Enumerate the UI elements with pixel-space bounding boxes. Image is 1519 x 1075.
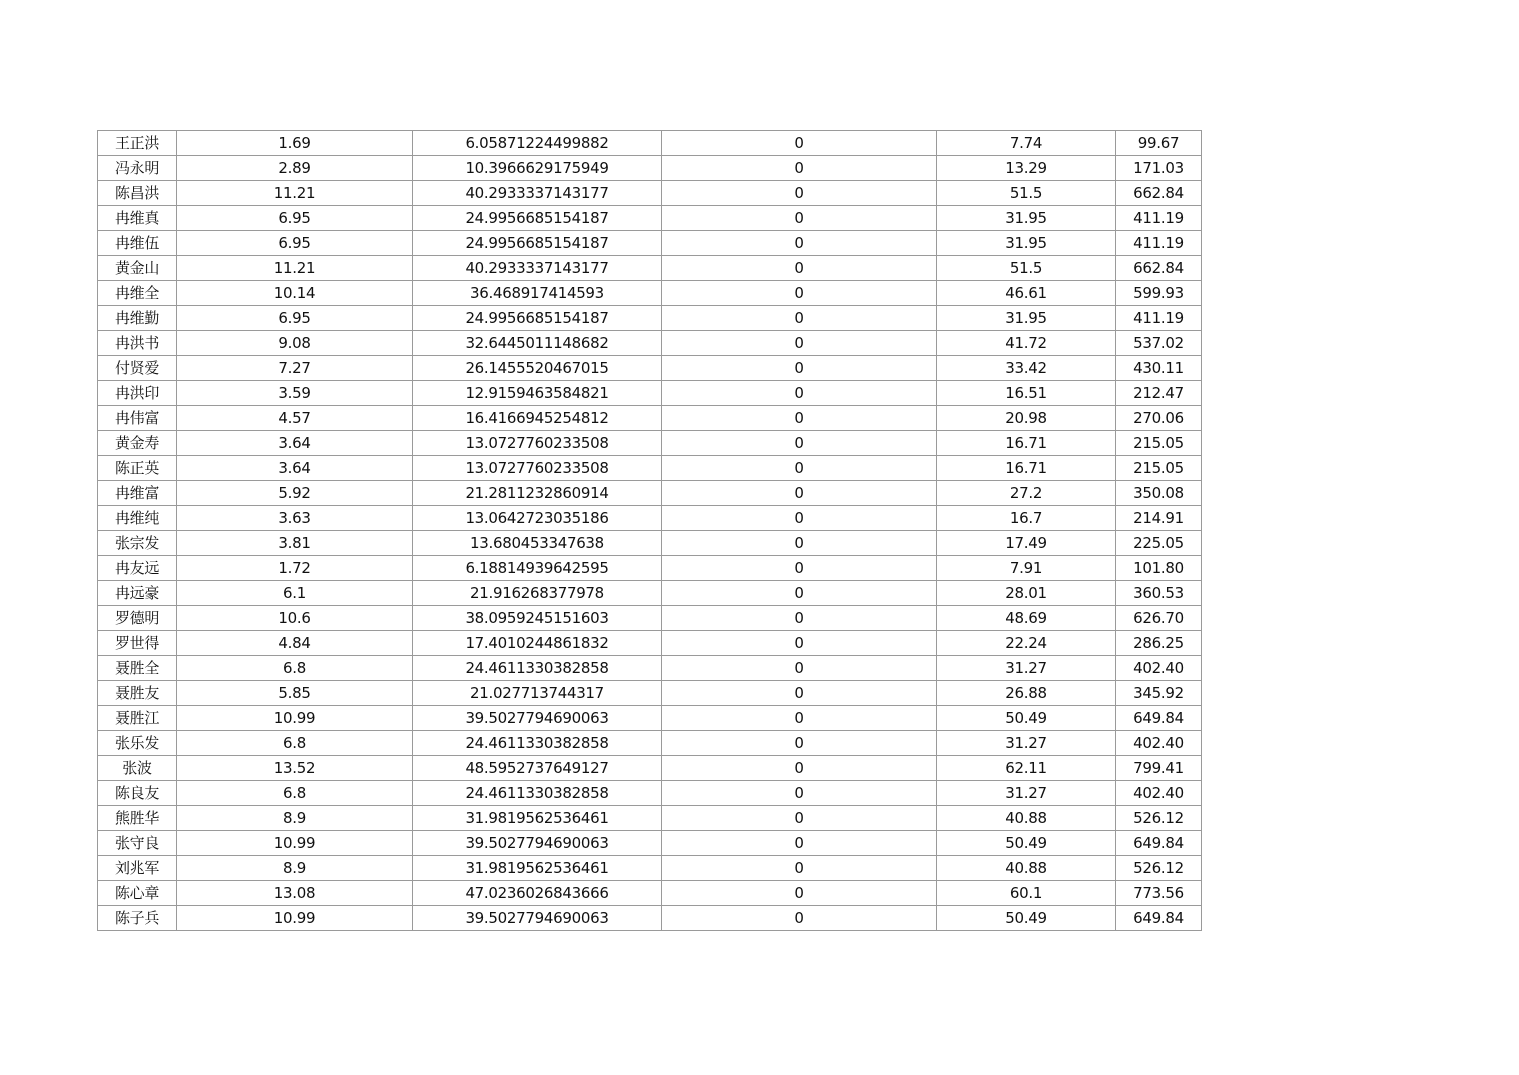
value-cell-d: 33.42 — [937, 356, 1116, 381]
value-cell-a: 11.21 — [177, 181, 413, 206]
value-cell-a: 6.8 — [177, 781, 413, 806]
value-cell-d: 26.88 — [937, 681, 1116, 706]
value-cell-b: 39.5027794690063 — [413, 706, 662, 731]
table-row — [98, 881, 1202, 906]
table-row — [98, 706, 1202, 731]
value-cell-d: 46.61 — [937, 281, 1116, 306]
name-cell: 罗世得 — [98, 631, 177, 656]
name-cell: 张宗发 — [98, 531, 177, 556]
value-cell-c: 0 — [662, 556, 937, 581]
value-cell-b: 21.027713744317 — [413, 681, 662, 706]
value-cell-a: 8.9 — [177, 856, 413, 881]
value-cell-a: 1.72 — [177, 556, 413, 581]
value-cell-a: 6.95 — [177, 206, 413, 231]
value-cell-e: 350.08 — [1116, 481, 1202, 506]
value-cell-d: 40.88 — [937, 856, 1116, 881]
name-cell: 冉维全 — [98, 281, 177, 306]
name-cell: 冉维真 — [98, 206, 177, 231]
table-row — [98, 906, 1202, 931]
name-cell: 刘兆军 — [98, 856, 177, 881]
value-cell-c: 0 — [662, 656, 937, 681]
name-cell: 陈正英 — [98, 456, 177, 481]
value-cell-c: 0 — [662, 406, 937, 431]
name-cell: 聂胜全 — [98, 656, 177, 681]
value-cell-b: 21.2811232860914 — [413, 481, 662, 506]
value-cell-c: 0 — [662, 456, 937, 481]
value-cell-d: 50.49 — [937, 706, 1116, 731]
value-cell-d: 31.95 — [937, 306, 1116, 331]
value-cell-b: 13.0642723035186 — [413, 506, 662, 531]
value-cell-d: 20.98 — [937, 406, 1116, 431]
table-row — [98, 356, 1202, 381]
value-cell-d: 60.1 — [937, 881, 1116, 906]
value-cell-a: 7.27 — [177, 356, 413, 381]
table-row — [98, 731, 1202, 756]
table-row — [98, 256, 1202, 281]
table-row — [98, 281, 1202, 306]
value-cell-a: 4.57 — [177, 406, 413, 431]
value-cell-e: 286.25 — [1116, 631, 1202, 656]
value-cell-b: 16.4166945254812 — [413, 406, 662, 431]
value-cell-b: 40.2933337143177 — [413, 256, 662, 281]
table-row — [98, 781, 1202, 806]
data-table — [97, 130, 1202, 931]
name-cell: 冉洪书 — [98, 331, 177, 356]
table-row — [98, 206, 1202, 231]
value-cell-b: 13.0727760233508 — [413, 456, 662, 481]
table-row — [98, 606, 1202, 631]
table-row — [98, 656, 1202, 681]
value-cell-d: 7.91 — [937, 556, 1116, 581]
value-cell-b: 24.4611330382858 — [413, 656, 662, 681]
value-cell-a: 9.08 — [177, 331, 413, 356]
table-row — [98, 431, 1202, 456]
value-cell-c: 0 — [662, 581, 937, 606]
name-cell: 聂胜江 — [98, 706, 177, 731]
value-cell-e: 215.05 — [1116, 431, 1202, 456]
value-cell-e: 411.19 — [1116, 206, 1202, 231]
table-row — [98, 806, 1202, 831]
value-cell-c: 0 — [662, 906, 937, 931]
value-cell-c: 0 — [662, 256, 937, 281]
table-row — [98, 331, 1202, 356]
value-cell-e: 411.19 — [1116, 231, 1202, 256]
name-cell: 熊胜华 — [98, 806, 177, 831]
table-body — [98, 131, 1202, 931]
value-cell-b: 36.468917414593 — [413, 281, 662, 306]
value-cell-e: 360.53 — [1116, 581, 1202, 606]
value-cell-d: 62.11 — [937, 756, 1116, 781]
value-cell-d: 31.27 — [937, 656, 1116, 681]
name-cell: 冉维伍 — [98, 231, 177, 256]
value-cell-d: 7.74 — [937, 131, 1116, 156]
name-cell: 罗德明 — [98, 606, 177, 631]
table-row — [98, 831, 1202, 856]
value-cell-d: 13.29 — [937, 156, 1116, 181]
value-cell-a: 2.89 — [177, 156, 413, 181]
value-cell-a: 6.8 — [177, 731, 413, 756]
name-cell: 陈良友 — [98, 781, 177, 806]
value-cell-c: 0 — [662, 631, 937, 656]
value-cell-b: 40.2933337143177 — [413, 181, 662, 206]
value-cell-b: 24.9956685154187 — [413, 306, 662, 331]
value-cell-e: 599.93 — [1116, 281, 1202, 306]
value-cell-a: 5.92 — [177, 481, 413, 506]
value-cell-e: 526.12 — [1116, 806, 1202, 831]
name-cell: 黄金寿 — [98, 431, 177, 456]
value-cell-c: 0 — [662, 306, 937, 331]
value-cell-e: 649.84 — [1116, 706, 1202, 731]
value-cell-b: 17.4010244861832 — [413, 631, 662, 656]
value-cell-c: 0 — [662, 131, 937, 156]
value-cell-c: 0 — [662, 281, 937, 306]
value-cell-d: 17.49 — [937, 531, 1116, 556]
value-cell-c: 0 — [662, 431, 937, 456]
table-row — [98, 131, 1202, 156]
value-cell-a: 10.14 — [177, 281, 413, 306]
value-cell-d: 16.7 — [937, 506, 1116, 531]
value-cell-c: 0 — [662, 856, 937, 881]
value-cell-a: 1.69 — [177, 131, 413, 156]
value-cell-c: 0 — [662, 706, 937, 731]
value-cell-e: 101.80 — [1116, 556, 1202, 581]
value-cell-a: 10.99 — [177, 706, 413, 731]
value-cell-b: 31.9819562536461 — [413, 856, 662, 881]
value-cell-d: 22.24 — [937, 631, 1116, 656]
name-cell: 张波 — [98, 756, 177, 781]
name-cell: 黄金山 — [98, 256, 177, 281]
value-cell-c: 0 — [662, 506, 937, 531]
value-cell-e: 649.84 — [1116, 906, 1202, 931]
value-cell-a: 8.9 — [177, 806, 413, 831]
value-cell-c: 0 — [662, 756, 937, 781]
table-row — [98, 231, 1202, 256]
value-cell-e: 171.03 — [1116, 156, 1202, 181]
value-cell-c: 0 — [662, 331, 937, 356]
table-row — [98, 556, 1202, 581]
value-cell-c: 0 — [662, 481, 937, 506]
value-cell-a: 3.64 — [177, 456, 413, 481]
name-cell: 冉维勤 — [98, 306, 177, 331]
name-cell: 冉洪印 — [98, 381, 177, 406]
value-cell-d: 41.72 — [937, 331, 1116, 356]
value-cell-b: 26.1455520467015 — [413, 356, 662, 381]
value-cell-e: 430.11 — [1116, 356, 1202, 381]
value-cell-c: 0 — [662, 881, 937, 906]
value-cell-c: 0 — [662, 156, 937, 181]
value-cell-e: 526.12 — [1116, 856, 1202, 881]
value-cell-b: 48.5952737649127 — [413, 756, 662, 781]
value-cell-b: 38.0959245151603 — [413, 606, 662, 631]
value-cell-a: 10.6 — [177, 606, 413, 631]
table-row — [98, 456, 1202, 481]
value-cell-b: 24.9956685154187 — [413, 206, 662, 231]
value-cell-c: 0 — [662, 806, 937, 831]
name-cell: 冯永明 — [98, 156, 177, 181]
value-cell-d: 50.49 — [937, 831, 1116, 856]
value-cell-a: 6.1 — [177, 581, 413, 606]
value-cell-e: 402.40 — [1116, 731, 1202, 756]
value-cell-b: 39.5027794690063 — [413, 831, 662, 856]
value-cell-e: 402.40 — [1116, 656, 1202, 681]
value-cell-e: 215.05 — [1116, 456, 1202, 481]
name-cell: 王正洪 — [98, 131, 177, 156]
value-cell-e: 649.84 — [1116, 831, 1202, 856]
value-cell-c: 0 — [662, 731, 937, 756]
value-cell-b: 47.0236026843666 — [413, 881, 662, 906]
value-cell-d: 16.51 — [937, 381, 1116, 406]
value-cell-b: 13.680453347638 — [413, 531, 662, 556]
value-cell-e: 662.84 — [1116, 256, 1202, 281]
name-cell: 冉维富 — [98, 481, 177, 506]
value-cell-b: 24.9956685154187 — [413, 231, 662, 256]
value-cell-d: 31.95 — [937, 206, 1116, 231]
value-cell-e: 212.47 — [1116, 381, 1202, 406]
value-cell-e: 345.92 — [1116, 681, 1202, 706]
value-cell-b: 13.0727760233508 — [413, 431, 662, 456]
value-cell-d: 28.01 — [937, 581, 1116, 606]
value-cell-e: 270.06 — [1116, 406, 1202, 431]
name-cell: 陈子兵 — [98, 906, 177, 931]
table-row — [98, 506, 1202, 531]
value-cell-a: 11.21 — [177, 256, 413, 281]
table-row — [98, 631, 1202, 656]
table-row — [98, 381, 1202, 406]
value-cell-a: 10.99 — [177, 906, 413, 931]
value-cell-e: 626.70 — [1116, 606, 1202, 631]
name-cell: 聂胜友 — [98, 681, 177, 706]
value-cell-c: 0 — [662, 356, 937, 381]
value-cell-c: 0 — [662, 681, 937, 706]
value-cell-d: 51.5 — [937, 181, 1116, 206]
value-cell-c: 0 — [662, 206, 937, 231]
value-cell-a: 3.59 — [177, 381, 413, 406]
value-cell-b: 24.4611330382858 — [413, 731, 662, 756]
name-cell: 冉远豪 — [98, 581, 177, 606]
value-cell-d: 40.88 — [937, 806, 1116, 831]
name-cell: 陈心章 — [98, 881, 177, 906]
value-cell-e: 411.19 — [1116, 306, 1202, 331]
value-cell-e: 662.84 — [1116, 181, 1202, 206]
value-cell-d: 31.27 — [937, 731, 1116, 756]
table-row — [98, 481, 1202, 506]
value-cell-a: 6.95 — [177, 231, 413, 256]
value-cell-d: 31.27 — [937, 781, 1116, 806]
value-cell-b: 32.6445011148682 — [413, 331, 662, 356]
value-cell-a: 3.64 — [177, 431, 413, 456]
value-cell-e: 402.40 — [1116, 781, 1202, 806]
value-cell-d: 48.69 — [937, 606, 1116, 631]
name-cell: 冉维纯 — [98, 506, 177, 531]
table-row — [98, 156, 1202, 181]
name-cell: 张乐发 — [98, 731, 177, 756]
value-cell-c: 0 — [662, 781, 937, 806]
value-cell-e: 799.41 — [1116, 756, 1202, 781]
value-cell-d: 31.95 — [937, 231, 1116, 256]
value-cell-a: 6.95 — [177, 306, 413, 331]
name-cell: 付贤爱 — [98, 356, 177, 381]
value-cell-b: 21.916268377978 — [413, 581, 662, 606]
value-cell-a: 5.85 — [177, 681, 413, 706]
name-cell: 张守良 — [98, 831, 177, 856]
value-cell-c: 0 — [662, 531, 937, 556]
value-cell-d: 16.71 — [937, 431, 1116, 456]
value-cell-a: 3.63 — [177, 506, 413, 531]
value-cell-a: 13.52 — [177, 756, 413, 781]
value-cell-b: 10.3966629175949 — [413, 156, 662, 181]
table-row — [98, 181, 1202, 206]
value-cell-e: 225.05 — [1116, 531, 1202, 556]
name-cell: 冉友远 — [98, 556, 177, 581]
name-cell: 冉伟富 — [98, 406, 177, 431]
value-cell-c: 0 — [662, 181, 937, 206]
table-row — [98, 531, 1202, 556]
value-cell-e: 773.56 — [1116, 881, 1202, 906]
value-cell-b: 12.9159463584821 — [413, 381, 662, 406]
table-row — [98, 306, 1202, 331]
value-cell-d: 50.49 — [937, 906, 1116, 931]
value-cell-d: 27.2 — [937, 481, 1116, 506]
value-cell-e: 537.02 — [1116, 331, 1202, 356]
value-cell-c: 0 — [662, 831, 937, 856]
value-cell-c: 0 — [662, 606, 937, 631]
value-cell-c: 0 — [662, 381, 937, 406]
value-cell-c: 0 — [662, 231, 937, 256]
value-cell-b: 6.18814939642595 — [413, 556, 662, 581]
value-cell-a: 10.99 — [177, 831, 413, 856]
value-cell-a: 13.08 — [177, 881, 413, 906]
value-cell-b: 31.9819562536461 — [413, 806, 662, 831]
value-cell-b: 6.05871224499882 — [413, 131, 662, 156]
table-row — [98, 681, 1202, 706]
value-cell-d: 16.71 — [937, 456, 1116, 481]
value-cell-a: 6.8 — [177, 656, 413, 681]
value-cell-a: 3.81 — [177, 531, 413, 556]
value-cell-a: 4.84 — [177, 631, 413, 656]
table-row — [98, 406, 1202, 431]
value-cell-e: 99.67 — [1116, 131, 1202, 156]
name-cell: 陈昌洪 — [98, 181, 177, 206]
value-cell-d: 51.5 — [937, 256, 1116, 281]
table-row — [98, 756, 1202, 781]
value-cell-b: 39.5027794690063 — [413, 906, 662, 931]
table-row — [98, 856, 1202, 881]
value-cell-b: 24.4611330382858 — [413, 781, 662, 806]
value-cell-e: 214.91 — [1116, 506, 1202, 531]
table-row — [98, 581, 1202, 606]
